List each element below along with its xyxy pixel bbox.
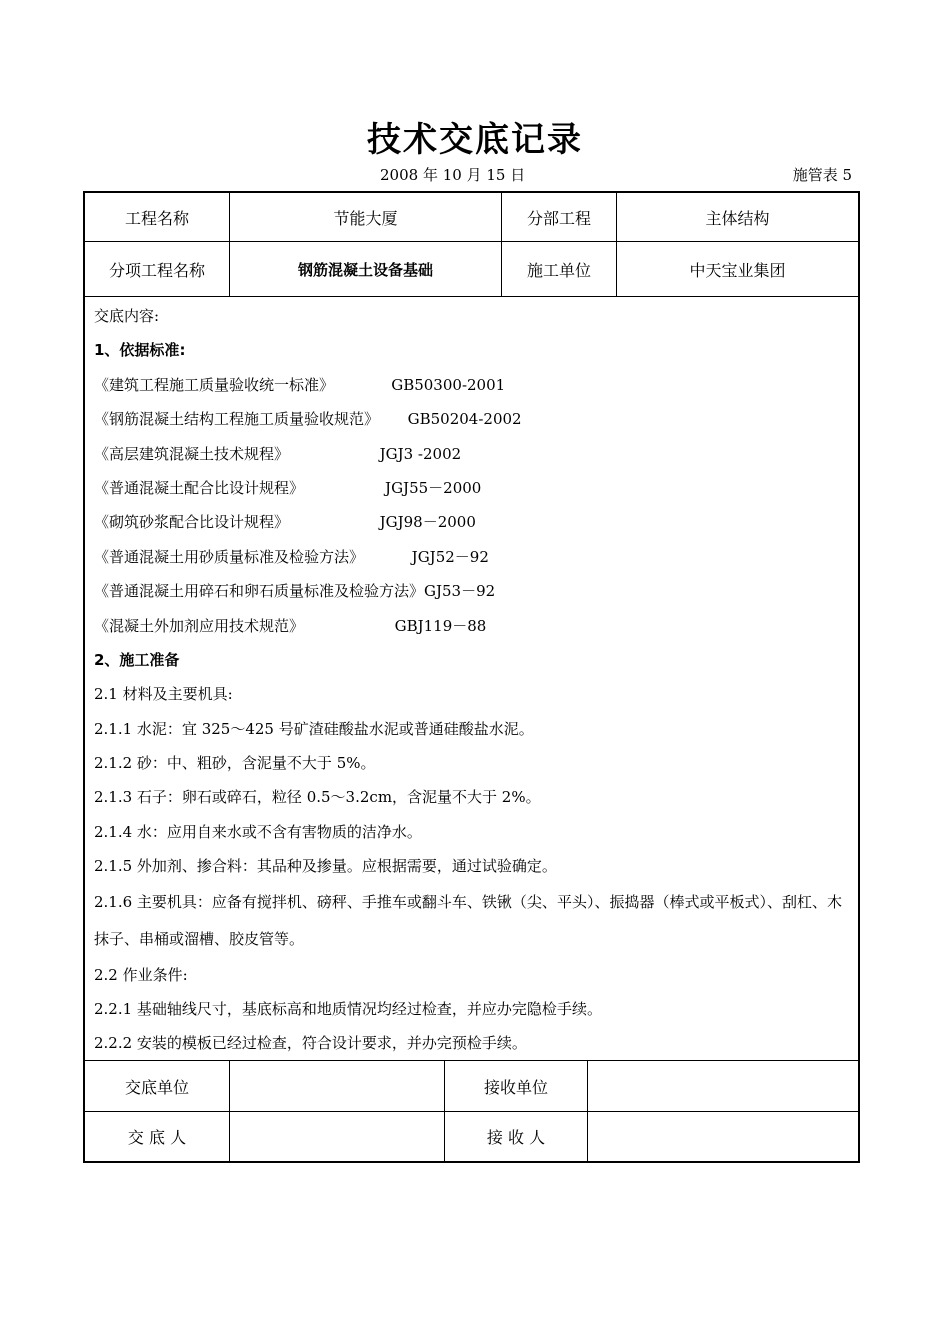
row-divider: [85, 296, 858, 297]
content-item: 2.1.4 水：应用自来水或不含有害物质的洁净水。: [94, 822, 422, 841]
issuing-unit-label: 交底单位: [124, 1077, 189, 1097]
receiving-unit-label: 接收单位: [483, 1077, 548, 1097]
standard-item: 《普通混凝土用砂质量标准及检验方法》 JGJ52－92: [94, 547, 489, 566]
project-name-label: 工程名称: [124, 208, 189, 228]
standard-item: 《砌筑砂浆配合比设计规程》 JGJ98－2000: [94, 513, 476, 532]
standard-item: 《钢筋混凝土结构工程施工质量验收规范》 GB50204-2002: [94, 410, 522, 429]
subitem-value: 钢筋混凝土设备基础: [297, 260, 433, 279]
content-item: 2.2.1 基础轴线尺寸，基底标高和地质情况均经过检查，并应办完隐检手续。: [94, 1000, 602, 1019]
receiver-label: 接 收 人: [486, 1128, 546, 1147]
content-item: 2.1.3 石子：卵石或碎石，粒径 0.5～3.2cm，含泥量不大于 2%。: [94, 788, 541, 807]
project-name-value: 节能大厦: [333, 208, 398, 228]
section-heading: 1、依据标准:: [94, 341, 186, 360]
page-title: 技术交底记录: [367, 120, 583, 160]
content-item: 2.1.6 主要机具：应备有搅拌机、磅秤、手推车或翻斗车、铁锹（尖、平头）、振捣器（棒式或平板式）、刮杠、木抹子、串桶或溜槽、胶皮管等。: [94, 892, 842, 948]
issuing-unit-field[interactable]: [230, 1061, 444, 1111]
standard-item: 《普通混凝土配合比设计规程》 JGJ55－2000: [94, 478, 482, 497]
form-number: 施管表 5: [792, 166, 852, 184]
subitem-label: 分项工程名称: [108, 260, 205, 280]
record-date: 2008 年 10 月 15 日: [380, 166, 526, 184]
subsection-heading: 2.1 材料及主要机具:: [94, 685, 233, 704]
subsection-heading: 2.2 作业条件:: [94, 965, 188, 984]
content-item: 2.1.5 外加剂、掺合料：其品种及掺量。应根据需要，通过试验确定。: [94, 857, 557, 876]
content-item: 2.1.2 砂：中、粗砂，含泥量不大于 5%。: [94, 754, 376, 773]
contractor-value: 中天宝业集团: [689, 260, 786, 280]
issuer-label: 交 底 人: [127, 1128, 187, 1147]
receiver-field[interactable]: [588, 1112, 858, 1161]
receiving-unit-field[interactable]: [588, 1061, 858, 1111]
standard-item: 《建筑工程施工质量验收统一标准》 GB50300-2001: [94, 375, 506, 394]
section-heading: 2、施工准备: [94, 650, 180, 669]
contractor-label: 施工单位: [526, 260, 591, 280]
content-item: 2.2.2 安装的模板已经过检查，符合设计要求，并办完预检手续。: [94, 1034, 527, 1053]
standard-item: 《高层建筑混凝土技术规程》 JGJ3 -2002: [94, 444, 462, 463]
content-item: 2.1.1 水泥：宜 325～425 号矿渣硅酸盐水泥或普通硅酸盐水泥。: [94, 719, 534, 738]
standard-item: 《普通混凝土用碎石和卵石质量标准及检验方法》GJ53－92: [94, 582, 496, 601]
division-value: 主体结构: [705, 208, 770, 228]
division-label: 分部工程: [526, 208, 591, 228]
issuer-field[interactable]: [230, 1112, 444, 1161]
standard-item: 《混凝土外加剂应用技术规范》 GBJ119－88: [94, 616, 487, 635]
record-table: [83, 191, 860, 1163]
disclosure-content: [94, 299, 854, 1061]
content-intro: 交底内容:: [94, 307, 160, 325]
